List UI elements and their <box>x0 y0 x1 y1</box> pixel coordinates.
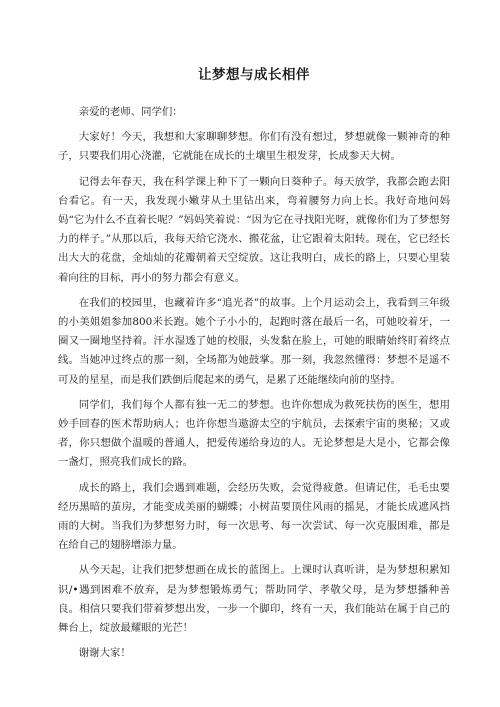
paragraph-4: 同学们，我们每个人都有独一无二的梦想。也许你想成为救死扶伤的医生，想用妙手回春的医术帮助病人；也许你想当遨游太空的宇航员，去探索宇宙的奥秘；又或者，你只想做个温暖的普通人，把爱传递给身边的人。无论梦想是大是小，它都会像一盏灯，照亮我们成长的路。 <box>58 398 450 469</box>
document-body <box>58 103 450 663</box>
paragraph-3: 在我们的校园里，也藏着许多“追光者”的故事。上个月运动会上，我看到三年级的小美姐姐参加800米长跑。她个子小小的，起跑时落在最后一名，可她咬着牙，一圈又一圈地坚持着。汗水湿透了她的校服，头发黏在脸上，可她的眼睛始终盯着终点线。当她冲过终点的那一刻，全场都为她鼓掌。那一刻，我忽然懂得：梦想不是遥不可及的星星，而是我们跌倒后爬起来的勇气，是累了还能继续向前的坚持。 <box>58 296 450 386</box>
paragraph-1: 大家好！今天，我想和大家聊聊梦想。你们有没有想过，梦想就像一颗神奇的种子，只要我们用心浇灌，它就能在成长的土壤里生根发芽，长成参天大树。 <box>58 131 450 163</box>
document-title: 让梦想与成长相伴 <box>198 67 310 83</box>
paragraph-2: 记得去年春天，我在科学课上种下了一颗向日葵种子。每天放学，我都会跑去阳台看它。有一天，我发现小嫩芽从土里钻出来，弯着腰努力向上长。我好奇地问妈妈“它为什么不直着长呢？”妈妈笑着说：“因为它在寻找阳光呀，就像你们为了梦想努力的样子。”从那以后，我每天给它浇水、搬花盆，让它跟着太阳转。现在，它已经长出大大的花盘，金灿灿的花瓣朝着天空绽放。这让我明白，成长的路上，只要心里装着向往的目标，再小的努力都会有意义。 <box>58 175 450 284</box>
paragraph-6: 从今天起，让我们把梦想画在成长的蓝图上。上课时认真听讲，是为梦想积累知识/•遇到困难不放弃，是为梦想锻炼勇气；帮助同学、孝敬父母，是为梦想播种善良。相信只要我们带着梦想出发，一步一个脚印，终有一天，我们能站在属于自己的舞台上，绽放最耀眼的光芒！ <box>58 564 450 635</box>
closing: 谢谢大家！ <box>78 647 131 660</box>
salutation: 亲爱的老师、同学们： <box>78 106 183 118</box>
paragraph-5: 成长的路上，我们会遇到难题，会经历失败，会觉得疲惫。但请记住，毛毛虫要经历黑暗的茧房，才能变成美丽的蝴蝶；小树苗要顶住风雨的摇晃，才能长成遮风挡雨的大树。当我们为梦想努力时，每一次思考、每一次尝试、每一次克服困难，都是在给自己的翅膀增添力量。 <box>58 481 450 552</box>
